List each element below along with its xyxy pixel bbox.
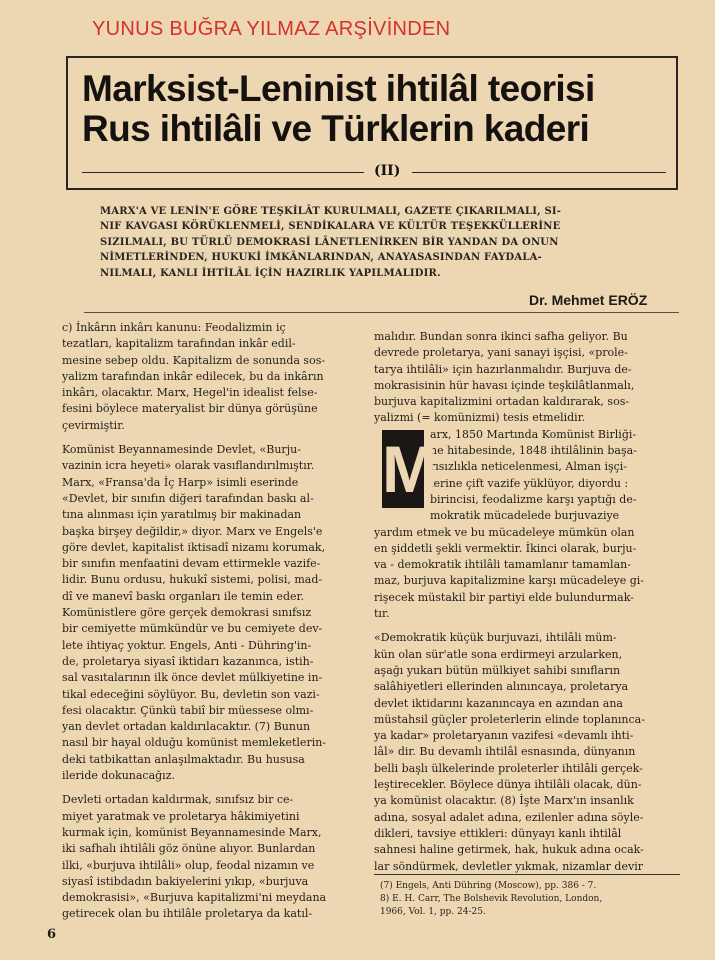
summary-line: NILMALI, KANLI İHTİLÂL İÇİN HAZIRLIK YAPILMALIDIR. <box>100 267 441 279</box>
header-divider <box>84 312 679 313</box>
footnotes <box>380 880 602 919</box>
text-line: Devleti ortadan kaldırmak, sınıfsız bir ce- <box>62 793 294 807</box>
text-line: sal vasıtalarının ilk önce devlet mülkiyetine in- <box>62 671 323 685</box>
text-line: lete ihtiyaç yoktur. Engels, Anti - Dühring'in- <box>62 638 312 652</box>
text-line: lâl» dir. Bu devamlı ihtilâl esnasında, dünyanın <box>374 745 636 759</box>
text-line: leştirecekler. Böylece dünya ihtilâli olacak, dün- <box>374 778 642 792</box>
text-line: bir sınıfın menfaatini devam ettirmekle vazife- <box>62 557 321 571</box>
text-line: tır. <box>374 607 390 621</box>
paragraph-gap <box>62 434 362 442</box>
text-line: müstahsil güçler proleterlerin elinde toplanınca- <box>374 712 645 726</box>
text-line: tezatları, kapitalizm tarafından inkâr edil- <box>62 337 296 351</box>
footnote: 8) E. H. Carr, The Bolshevik Revolution, London, <box>380 894 603 904</box>
text-line: maz, burjuva kapitalizmine karşı mücadeleye gi- <box>374 574 645 588</box>
headline-line-1: Marksist-Leninist ihtilâl teorisi <box>82 68 595 109</box>
left-column <box>62 320 362 923</box>
text-line: miyet yaratmak ve proletarya hâkimiyetini <box>62 809 300 823</box>
footnote: (7) Engels, Anti Dühring (Moscow), pp. 386 - 7. <box>380 881 597 891</box>
text-line: Komünist Beyannamesinde Devlet, «Burju- <box>62 443 301 457</box>
text-line: başka birşey değildir,» diyor. Marx ve Engels'e <box>62 524 323 538</box>
text-line: birincisi, feodalizme karşı yaptığı de- <box>430 492 637 506</box>
summary-line: NİMETLERİNDEN, HUKUKİ İMKÂNLARINDAN, ANAYASASINDAN FAYDALA- <box>100 252 542 264</box>
text-line: yan devlet ortadan kaldırılacaktır. (7) Bunun <box>62 720 311 734</box>
text-line: demokrasisi», «Burjuva kapitalizmi'ni meydana <box>62 891 327 905</box>
text-line: yalizm tarafından inkâr edilecek, bu da inkârın <box>62 369 324 383</box>
text-line: dî ve manevî baskı organları ile temin eder. <box>62 589 305 603</box>
text-line: aşağı yukarı bütün mülkiyet sahibi sınıfların <box>374 663 621 677</box>
text-line: «Demokratik küçük burjuvazi, ihtilâli müm- <box>374 631 617 645</box>
right-column <box>374 329 682 875</box>
page-number: 6 <box>47 927 57 942</box>
summary-line: MARX'A VE LENİN'E GÖRE TEŞKİLÂT KURULMALI, GAZETE ÇIKARILMALI, SI- <box>100 206 562 217</box>
text-line: tına alınması için yaratılmış bir makinadan <box>62 508 302 522</box>
footnote: 1966, Vol. 1, pp. 24-25. <box>380 907 486 917</box>
text-line: kün olan sür'atle sona erdirmeyi arzularken, <box>374 647 623 661</box>
text-line: sahnesi haline getirmek, hak, hukuk adına ocak- <box>374 843 644 857</box>
text-line: «Devlet, bir sınıfın diğeri tarafından baskı al- <box>62 491 314 505</box>
text-line: Marx, «Fransa'da İç Harp» isimli eserinde <box>62 475 299 489</box>
text-line: lar söndürmek, devletler yıkmak, nizamlar devir <box>374 859 643 873</box>
text-line: de, proletarya siyasî iktidarı kazanınca, istih- <box>62 654 314 668</box>
text-line: va - demokratik ihtilâli tamamlanır tamamlan- <box>374 558 631 572</box>
text-line: yalizmi (= komünizmi) tesis etmelidir. <box>374 411 586 425</box>
text-line: siyasî istibdadın bakiyelerini yıkıp, «burjuva <box>62 874 309 888</box>
summary-line: NIF KAVGASI KÖRÜKLENMELİ, SENDİKALARA VE KÜLTÜR TEŞEKKÜLLERİNE <box>100 221 561 233</box>
text-line: belli başlı ülkelerinde proleterler ihtilâli gerçek- <box>374 761 643 775</box>
text-line: inkârı, olacaktır. Marx, Hegel'in idealist felse- <box>62 386 318 400</box>
text-line: Komünistlere göre gerçek demokrasi sınıfsız <box>62 606 312 620</box>
text-line: devrede proletarya, yani sanayi işçisi, «prole- <box>374 346 628 360</box>
text-line: fesi olacaktır. Çünkü tabiî bir müessese olmı- <box>62 703 314 717</box>
text-line: mesine sebep oldu. Kapitalizm de sonunda sos- <box>62 353 326 367</box>
text-line: rişecek müstakil bir partiyi elde bulundurmak- <box>374 590 634 604</box>
text-line: malıdır. Bundan sonra ikinci safha geliyor. Bu <box>374 330 628 343</box>
footnote-rule <box>374 874 680 875</box>
text-line: ileride dokunacağız. <box>62 769 175 783</box>
text-line: c) İnkârın inkârı kanunu: Feodalizmin iç <box>62 321 286 334</box>
text-line: en şiddetli şekli vermektir. İkinci olarak, burju- <box>374 541 637 555</box>
text-line: ilki, «burjuva ihtilâli» olup, feodal nizamın ve <box>62 858 315 872</box>
text-line: mokratik mücadelede burjuvaziye <box>430 509 620 523</box>
paragraph-gap <box>374 622 682 630</box>
text-line: devlet iktidarını kazanıncaya en azından ana <box>374 696 623 710</box>
paragraph-gap <box>62 784 362 792</box>
text-line: getirecek olan bu ihtilâle proletarya da katıl- <box>62 907 313 921</box>
text-line: bir cemiyette mümkündür ve bu cemiyete dev- <box>62 622 323 636</box>
text-line: vazinin icra heyeti» olarak vasıflandırılmıştır. <box>62 459 315 473</box>
text-line: rısızlıkla neticelenmesi, Alman işçi- <box>430 460 628 474</box>
archive-label: YUNUS BUĞRA YILMAZ ARŞİVİNDEN <box>92 18 451 40</box>
text-line: burjuva kapitalizmini ortadan kaldırarak, sos- <box>374 395 630 409</box>
text-line: tikal edeceğini söylüyor. Bu, devletin son vazi- <box>62 687 320 701</box>
text-line: nasıl bir hayal olduğu komünist memleketlerin- <box>62 736 327 750</box>
part-number: (II) <box>374 163 401 179</box>
text-line: çevirmiştir. <box>62 418 125 432</box>
author-byline: Dr. Mehmet ERÖZ <box>529 292 648 308</box>
drop-cap: M <box>382 432 437 506</box>
text-line: salâhiyetleri ellerinden alınıncaya, proletarya <box>374 680 629 694</box>
text-line: deki tatbikattan anlaşılmaktadır. Bu hususa <box>62 752 305 766</box>
text-line: adına, sosyal adalet adına, ezilenler adına söyle- <box>374 810 644 824</box>
text-line: arx, 1850 Martında Komünist Birliği- <box>430 427 637 441</box>
part-rule-right <box>412 172 666 173</box>
text-line: lidir. Bunu ordusu, hukukî sistemi, polisi, mad- <box>62 573 323 587</box>
text-line: kurmak için, komünist Beyannamesinde Marx, <box>62 825 322 839</box>
summary-line: SIZILMALI, BU TÜRLÜ DEMOKRASİ LÂNETLENİRKEN BİR YANDAN DA ONUN <box>100 236 559 248</box>
text-line: mokrasisinin hür havası içinde teşkilâtlanmalı, <box>374 378 635 392</box>
text-line: yardım etmek ve bu mücadeleye mümkün olan <box>374 525 635 539</box>
text-line: dikleri, tavsiye ettikleri: dünyayı kanlı ihtilâl <box>374 826 622 840</box>
article-summary <box>100 204 660 281</box>
text-line: fesini böylece materyalist bir dünya görüşüne <box>62 402 318 416</box>
text-line: lerine çift vazife yüklüyor, diyordu : <box>430 476 629 490</box>
text-line: ya kadar» proletaryanın vazifesi «devamlı ihti- <box>374 729 634 743</box>
text-line: iki safhalı ihtilâli göz önüne alıyor. Bunlardan <box>62 842 316 856</box>
headline-line-2: Rus ihtilâli ve Türklerin kaderi <box>82 108 590 149</box>
text-line: ya komünist olacaktır. (8) İşte Marx'ın insanlık <box>374 794 634 808</box>
text-line: ne hitabesinde, 1848 ihtilâlinin başa- <box>430 444 637 458</box>
part-rule-left <box>82 172 364 173</box>
text-line: tarya ihtilâli» için hazırlanmalıdır. Burjuva de- <box>374 362 632 376</box>
text-line: göre devlet, kapitalist iktisadî nizamı korumak, <box>62 540 326 554</box>
